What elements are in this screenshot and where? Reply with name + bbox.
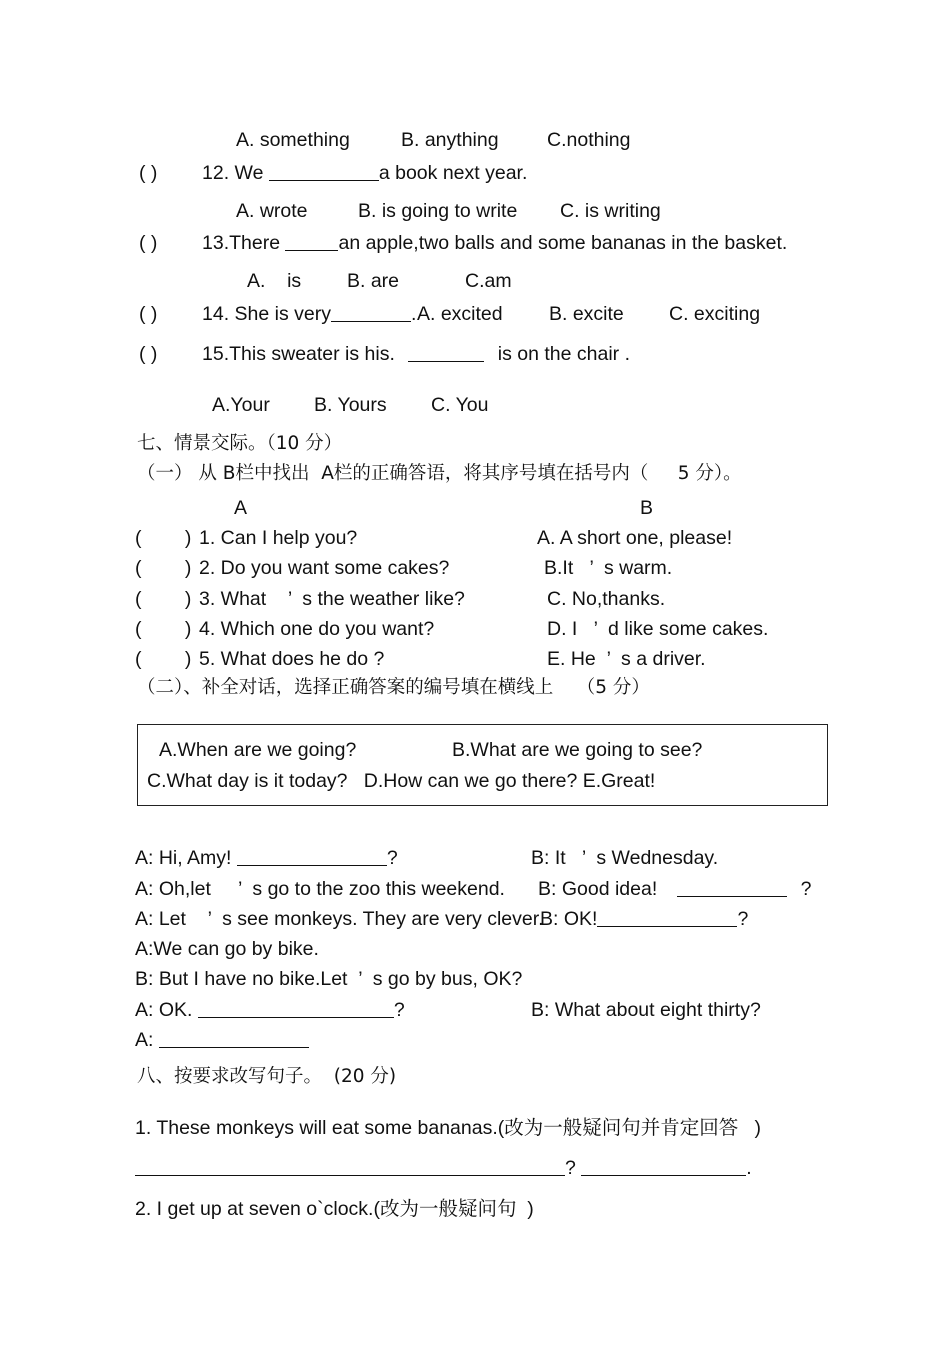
q12-stem [202,161,527,185]
q15-option-b: B. Yours [314,394,387,416]
options-box [137,724,828,806]
dialog-blank-2[interactable] [677,878,787,897]
q15-answer-blank[interactable] [408,343,484,362]
dialog-line-4: A:We can go by bike. [135,938,319,960]
match-question-4: 4. Which one do you want? [199,618,435,640]
rewrite-question-2: 2. I get up at seven o`clock.(改为一般疑问句 ) [135,1198,534,1220]
dialog-line-5: B: But I have no bike.Let ’ s go by bus, OK? [135,968,523,990]
q13-after: an apple,two balls and some bananas in the basket. [338,232,788,254]
column-b-header: B [640,497,654,519]
dialog-line-3a: A: Let ’ s see monkeys. They are very clever. [135,908,544,930]
section7-part2-title: （二）、补全对话，选择正确答案的编号填在横线上 （5 分） [137,677,650,698]
q13-answer-blank[interactable] [285,232,338,251]
dialog-blank-1[interactable] [237,847,387,866]
match-paren-2[interactable]: ( ) [135,557,192,579]
match-paren-3[interactable]: ( ) [135,588,192,610]
column-a-header: A [234,497,248,519]
dialog-line-2a: A: Oh,let ’ s go to the zoo this weekend. [135,878,505,900]
rewrite-answer-line-1: ? . [135,1156,752,1180]
match-question-1: 1. Can I help you? [199,527,358,549]
box-option-a: A.When are we going? [159,739,357,761]
dialog-blank-5[interactable] [159,1029,309,1048]
q15-option-a: A.Your [212,394,270,416]
q11-option-b: B. anything [401,129,499,151]
q14-stem: 14. She is very . [202,303,417,325]
q11-option-a: A. something [236,129,350,151]
q12-paren: ( ) [139,162,158,184]
dialog-line-1b: B: It ’ s Wednesday. [531,847,719,869]
q13-number: 13.There [202,232,281,254]
q13-option-c: C.am [465,270,512,292]
box-option-b: B.What are we going to see? [452,739,703,761]
q13-paren: ( ) [139,232,158,254]
section7-title: 七、情景交际。（10 分） [137,433,343,454]
match-answer-e: E. He ’ s a driver. [547,648,706,670]
dialog-line-6b: B: What about eight thirty? [531,999,761,1021]
rewrite-blank-1[interactable] [135,1157,565,1176]
match-question-3: 3. What ’ s the weather like? [199,588,465,610]
q15-number: 15.This sweater is his. [202,343,395,365]
q12-option-a: A. wrote [236,200,308,222]
rewrite-blank-2[interactable] [581,1157,746,1176]
dialog-blank-4[interactable] [198,999,394,1018]
match-paren-1[interactable]: ( ) [135,527,192,549]
match-paren-5[interactable]: ( ) [135,648,192,670]
dialog-line-7: A: [135,1028,309,1052]
box-options-cde: C.What day is it today? D.How can we go there? E.Great! [147,770,656,792]
section8-title: 八、按要求改写句子。 (20 分) [137,1066,397,1087]
q12-option-c: C. is writing [560,200,661,222]
q12-number: 12. We [202,162,264,184]
q15-stem [202,342,630,366]
q13-option-a: A. is [247,270,302,292]
q14-answer-blank[interactable] [331,303,411,322]
q12-after: a book next year. [378,162,528,184]
rewrite-question-1: 1. These monkeys will eat some bananas.(改为一般疑问句并肯定回答 ) [135,1117,761,1139]
q15-paren: ( ) [139,343,158,365]
match-answer-b: B.It ’ s warm. [544,557,673,579]
q14-option-c: C. exciting [669,303,761,325]
match-answer-d: D. I ’ d like some cakes. [547,618,769,640]
q11-option-c: C.nothing [547,129,631,151]
q14-option-b: B. excite [549,303,624,325]
dialog-line-1a: A: Hi, Amy! ? [135,847,398,869]
q13-option-b: B. are [347,270,400,292]
q12-option-b: B. is going to write [358,200,518,222]
q15-after: is on the chair . [497,343,630,365]
q14-paren: ( ) [139,303,158,325]
q15-option-c: C. You [431,394,489,416]
q14-number: 14. She is very [202,303,331,325]
dialog-line-6a: A: OK. ? [135,999,405,1021]
match-question-5: 5. What does he do ? [199,648,385,670]
dialog-line-3b: B: OK! ? [540,908,749,930]
q14-option-a: A. excited [417,303,503,325]
dialog-blank-3[interactable] [597,908,737,927]
q13-stem [202,231,787,255]
match-question-2: 2. Do you want some cakes? [199,557,450,579]
q12-answer-blank[interactable] [269,162,379,181]
match-paren-4[interactable]: ( ) [135,618,192,640]
match-answer-c: C. No,thanks. [547,588,666,610]
dialog-line-2b: B: Good idea! ? [538,878,812,900]
match-answer-a: A. A short one, please! [537,527,733,549]
section7-part1-title: （一） 从 B栏中找出 A栏的正确答语，将其序号填在括号内（ 5 分）。 [137,463,742,484]
